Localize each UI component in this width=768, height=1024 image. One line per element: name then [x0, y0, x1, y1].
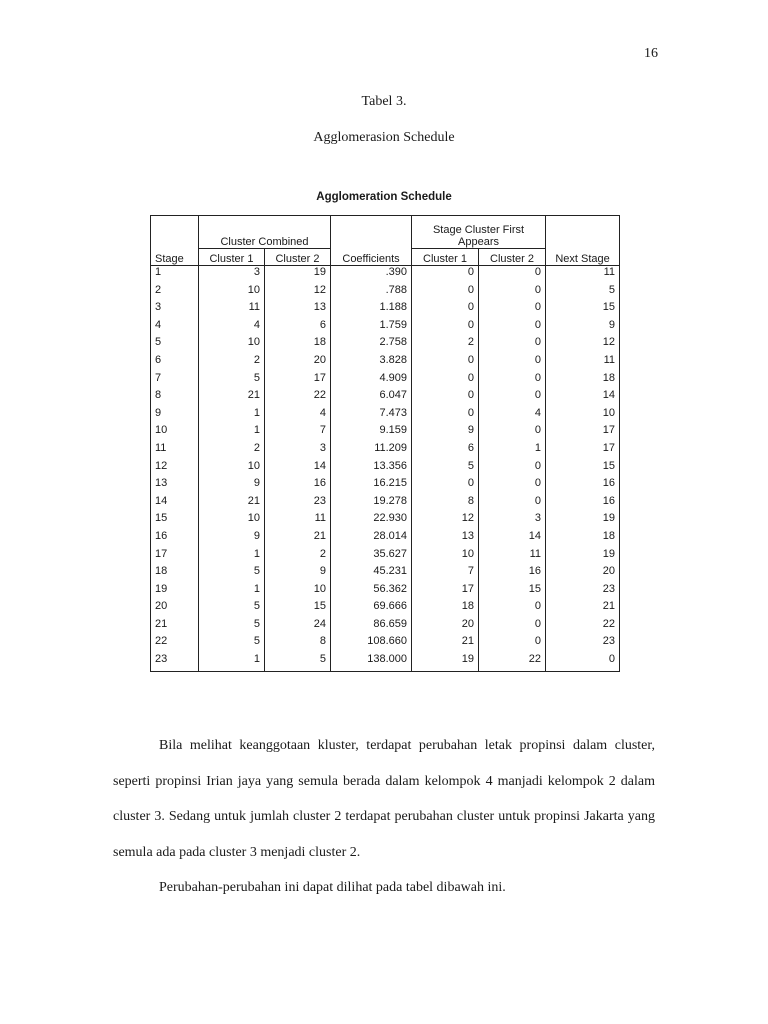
cell-next-stage: 19 [546, 512, 620, 530]
cell-cluster-1: 5 [199, 565, 265, 583]
cell-first-cluster-1: 0 [412, 407, 479, 425]
cell-coefficient: 2.758 [331, 336, 412, 354]
table-row [151, 512, 620, 530]
table-caption: Tabel 3. [361, 94, 407, 109]
table-row [151, 336, 620, 354]
cell-first-cluster-2: 0 [479, 600, 546, 618]
cell-coefficient: 9.159 [331, 424, 412, 442]
table-row [151, 442, 620, 460]
cell-cluster-2: 22 [265, 389, 331, 407]
cell-cluster-1: 1 [199, 548, 265, 566]
cell-cluster-2: 18 [265, 336, 331, 354]
cell-next-stage: 16 [546, 477, 620, 495]
header-first-cluster-2: Cluster 2 [479, 249, 546, 266]
cell-first-cluster-1: 18 [412, 600, 479, 618]
cell-cluster-1: 10 [199, 336, 265, 354]
cell-cluster-2: 17 [265, 372, 331, 390]
cell-cluster-2: 3 [265, 442, 331, 460]
cell-next-stage: 14 [546, 389, 620, 407]
cell-cluster-2: 15 [265, 600, 331, 618]
cell-first-cluster-2: 0 [479, 319, 546, 337]
cell-first-cluster-1: 0 [412, 284, 479, 302]
cell-next-stage: 12 [546, 336, 620, 354]
cell-first-cluster-1: 9 [412, 424, 479, 442]
cell-first-cluster-2: 0 [479, 354, 546, 372]
cell-stage: 1 [155, 266, 162, 278]
cell-stage: 19 [155, 582, 168, 595]
cell-first-cluster-1: 0 [412, 266, 479, 284]
cell-cluster-1: 1 [199, 583, 265, 601]
cell-first-cluster-1: 12 [412, 512, 479, 530]
header-next-stage: Next Stage [546, 216, 620, 266]
cell-stage: 13 [155, 477, 168, 490]
cell-coefficient: 11.209 [331, 442, 412, 460]
cell-next-stage: 21 [546, 600, 620, 618]
cell-cluster-2: 6 [265, 319, 331, 337]
table-row [151, 319, 620, 337]
cell-first-cluster-1: 0 [412, 389, 479, 407]
cell-cluster-1: 9 [199, 477, 265, 495]
cell-coefficient: 4.909 [331, 372, 412, 390]
cell-cluster-1: 5 [199, 372, 265, 390]
cell-first-cluster-2: 0 [479, 301, 546, 319]
cell-first-cluster-2: 11 [479, 548, 546, 566]
cell-first-cluster-1: 21 [412, 635, 479, 653]
cell-first-cluster-1: 6 [412, 442, 479, 460]
cell-first-cluster-2: 0 [479, 424, 546, 442]
agglomeration-schedule-table [150, 215, 620, 672]
cell-first-cluster-2: 15 [479, 583, 546, 601]
cell-cluster-1: 21 [199, 495, 265, 513]
table-row [151, 354, 620, 372]
cell-next-stage: 18 [546, 372, 620, 390]
cell-stage: 18 [155, 565, 168, 578]
header-first-cluster-1: Cluster 1 [412, 249, 479, 266]
cell-first-cluster-2: 0 [479, 284, 546, 302]
cell-coefficient: 35.627 [331, 548, 412, 566]
cell-first-cluster-1: 20 [412, 618, 479, 636]
header-cluster-1: Cluster 1 [199, 249, 265, 266]
cell-first-cluster-2: 0 [479, 389, 546, 407]
cell-cluster-2: 5 [265, 653, 331, 671]
cell-cluster-2: 23 [265, 495, 331, 513]
cell-next-stage: 9 [546, 319, 620, 337]
cell-first-cluster-2: 0 [479, 477, 546, 495]
cell-next-stage: 17 [546, 442, 620, 460]
cell-cluster-1: 2 [199, 442, 265, 460]
cell-next-stage: 17 [546, 424, 620, 442]
table-row [151, 548, 620, 566]
cell-cluster-2: 7 [265, 424, 331, 442]
cell-stage: 23 [155, 653, 168, 666]
schedule-title: Agglomeration Schedule [316, 191, 452, 203]
cell-first-cluster-1: 0 [412, 354, 479, 372]
cell-first-cluster-1: 8 [412, 495, 479, 513]
table-row [151, 618, 620, 636]
cell-next-stage: 15 [546, 301, 620, 319]
cell-stage: 22 [155, 635, 168, 648]
cell-first-cluster-2: 0 [479, 618, 546, 636]
cell-coefficient: 13.356 [331, 460, 412, 478]
cell-stage: 8 [155, 389, 162, 402]
cell-first-cluster-1: 0 [412, 319, 479, 337]
header-coefficients: Coefficients [331, 216, 412, 266]
cell-first-cluster-1: 0 [412, 301, 479, 319]
header-stage: Stage [151, 216, 199, 266]
schedule-body [151, 266, 620, 672]
table-row [151, 372, 620, 390]
table-row [151, 301, 620, 319]
cell-first-cluster-2: 0 [479, 266, 546, 284]
table-row [151, 284, 620, 302]
table-row [151, 495, 620, 513]
table-row [151, 407, 620, 425]
cell-cluster-1: 4 [199, 319, 265, 337]
cell-next-stage: 16 [546, 495, 620, 513]
cell-next-stage: 20 [546, 565, 620, 583]
cell-stage: 12 [155, 459, 168, 472]
cell-next-stage: 22 [546, 618, 620, 636]
cell-stage: 15 [155, 512, 168, 525]
cell-next-stage: 23 [546, 583, 620, 601]
cell-cluster-2: 2 [265, 548, 331, 566]
cell-stage: 10 [155, 424, 168, 437]
cell-cluster-2: 13 [265, 301, 331, 319]
cell-first-cluster-2: 0 [479, 460, 546, 478]
cell-cluster-1: 10 [199, 460, 265, 478]
cell-stage: 9 [155, 406, 162, 419]
cell-coefficient: 108.660 [331, 635, 412, 653]
header-cluster-combined: Cluster Combined [199, 216, 331, 249]
cell-next-stage: 10 [546, 407, 620, 425]
cell-first-cluster-1: 0 [412, 477, 479, 495]
cell-first-cluster-2: 0 [479, 372, 546, 390]
cell-cluster-2: 16 [265, 477, 331, 495]
table-row [151, 424, 620, 442]
cell-stage: 16 [155, 529, 168, 542]
table-row [151, 389, 620, 407]
cell-first-cluster-1: 13 [412, 530, 479, 548]
cell-cluster-1: 5 [199, 618, 265, 636]
table-subcaption: Agglomerasion Schedule [313, 130, 455, 145]
table-row [151, 477, 620, 495]
cell-cluster-1: 5 [199, 635, 265, 653]
cell-coefficient: 22.930 [331, 512, 412, 530]
cell-coefficient: 1.759 [331, 319, 412, 337]
cell-coefficient: 1.188 [331, 301, 412, 319]
cell-stage: 3 [155, 301, 162, 314]
body-paragraph-2: Perubahan-perubahan ini dapat dilihat pada tabel dibawah ini. [159, 880, 506, 895]
cell-first-cluster-2: 4 [479, 407, 546, 425]
cell-coefficient: 19.278 [331, 495, 412, 513]
cell-cluster-2: 21 [265, 530, 331, 548]
cell-coefficient: 7.473 [331, 407, 412, 425]
cell-stage: 6 [155, 353, 162, 366]
table-row [151, 565, 620, 583]
cell-coefficient: 56.362 [331, 583, 412, 601]
cell-next-stage: 5 [546, 284, 620, 302]
cell-next-stage: 19 [546, 548, 620, 566]
cell-cluster-1: 1 [199, 653, 265, 671]
cell-cluster-1: 10 [199, 284, 265, 302]
cell-coefficient: 16.215 [331, 477, 412, 495]
cell-first-cluster-2: 14 [479, 530, 546, 548]
cell-coefficient: 28.014 [331, 530, 412, 548]
cell-stage: 20 [155, 600, 168, 613]
cell-coefficient: 6.047 [331, 389, 412, 407]
cell-first-cluster-1: 17 [412, 583, 479, 601]
cell-first-cluster-2: 1 [479, 442, 546, 460]
cell-cluster-1: 5 [199, 600, 265, 618]
cell-first-cluster-2: 0 [479, 495, 546, 513]
cell-cluster-2: 20 [265, 354, 331, 372]
table-row [151, 266, 620, 284]
cell-next-stage: 15 [546, 460, 620, 478]
cell-first-cluster-1: 2 [412, 336, 479, 354]
body-paragraph-1-text: Bila melihat keanggotaan kluster, terdapat perubahan letak propinsi dalam cluster, seperti propinsi Irian jaya yang semula berada dalam kelompok 4 manjadi kelompok 2 dalam cluster 3. Sedang untuk jumlah cluster 2 terdapat perubahan cluster untuk propinsi Jakarta yang semula ada pada cluster 3 menjadi cluster 2. [113, 738, 655, 860]
cell-cluster-2: 8 [265, 635, 331, 653]
table-row [151, 530, 620, 548]
cell-coefficient: 3.828 [331, 354, 412, 372]
table-row [151, 460, 620, 478]
cell-cluster-2: 11 [265, 512, 331, 530]
table-row [151, 600, 620, 618]
header-cluster-2: Cluster 2 [265, 249, 331, 266]
cell-cluster-1: 3 [199, 266, 265, 284]
body-paragraph-1 [113, 728, 655, 870]
cell-stage: 5 [155, 336, 162, 349]
cell-stage: 11 [155, 441, 167, 454]
cell-cluster-1: 1 [199, 424, 265, 442]
cell-first-cluster-2: 3 [479, 512, 546, 530]
cell-stage: 4 [155, 318, 162, 331]
cell-first-cluster-2: 0 [479, 336, 546, 354]
cell-cluster-2: 19 [265, 266, 331, 284]
cell-cluster-2: 9 [265, 565, 331, 583]
cell-coefficient: 45.231 [331, 565, 412, 583]
cell-stage: 7 [155, 371, 162, 384]
table-row [151, 583, 620, 601]
cell-coefficient: .390 [331, 266, 412, 284]
cell-cluster-2: 24 [265, 618, 331, 636]
cell-stage: 14 [155, 494, 168, 507]
cell-stage: 2 [155, 283, 162, 296]
cell-first-cluster-2: 16 [479, 565, 546, 583]
cell-coefficient: .788 [331, 284, 412, 302]
header-stage-first-appears: Stage Cluster First Appears [412, 216, 546, 249]
cell-coefficient: 86.659 [331, 618, 412, 636]
cell-stage: 21 [155, 617, 168, 630]
cell-cluster-1: 2 [199, 354, 265, 372]
cell-first-cluster-1: 10 [412, 548, 479, 566]
cell-cluster-1: 10 [199, 512, 265, 530]
cell-next-stage: 0 [546, 653, 620, 671]
cell-cluster-1: 11 [199, 301, 265, 319]
cell-next-stage: 11 [546, 354, 620, 372]
cell-cluster-1: 9 [199, 530, 265, 548]
cell-cluster-2: 12 [265, 284, 331, 302]
table-row [151, 653, 620, 671]
table-row [151, 635, 620, 653]
cell-first-cluster-2: 0 [479, 635, 546, 653]
cell-coefficient: 138.000 [331, 653, 412, 671]
cell-first-cluster-1: 5 [412, 460, 479, 478]
cell-cluster-1: 21 [199, 389, 265, 407]
cell-cluster-1: 1 [199, 407, 265, 425]
cell-cluster-2: 14 [265, 460, 331, 478]
cell-next-stage: 23 [546, 635, 620, 653]
cell-first-cluster-1: 7 [412, 565, 479, 583]
page-number: 16 [644, 46, 658, 61]
cell-first-cluster-1: 19 [412, 653, 479, 671]
cell-coefficient: 69.666 [331, 600, 412, 618]
cell-stage: 17 [155, 547, 168, 560]
cell-first-cluster-1: 0 [412, 372, 479, 390]
cell-cluster-2: 10 [265, 583, 331, 601]
cell-next-stage: 11 [546, 266, 620, 284]
cell-next-stage: 18 [546, 530, 620, 548]
cell-first-cluster-2: 22 [479, 653, 546, 671]
cell-cluster-2: 4 [265, 407, 331, 425]
